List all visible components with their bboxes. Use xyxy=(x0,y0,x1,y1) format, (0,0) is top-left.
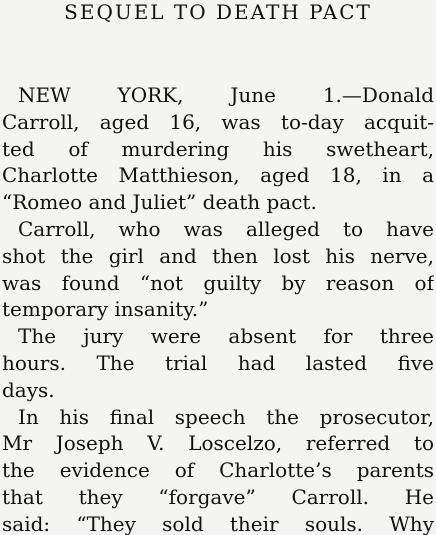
article-line: was found “not guilty by reason of xyxy=(2,270,434,295)
article-line: The jury were absent for three xyxy=(18,324,434,349)
article-line: Carroll, aged 16, was to-day acquit- xyxy=(2,109,434,134)
article-body xyxy=(2,82,434,535)
article-line: In his final speech the prosecutor, xyxy=(18,404,434,429)
article-line: days. xyxy=(2,377,55,402)
article-line: that they “forgave” Carroll. He xyxy=(2,484,434,509)
article-line: ted of murdering his swetheart, xyxy=(2,136,434,161)
article-line: the evidence of Charlotte’s parents xyxy=(2,458,434,483)
article-line: “Romeo and Juliet” death pact. xyxy=(2,190,317,215)
article-line: Charlotte Matthieson, aged 18, in a xyxy=(2,163,434,188)
article-line: temporary insanity.” xyxy=(2,297,209,322)
article-line: shot the girl and then lost his nerve, xyxy=(2,243,434,268)
article-line: hours. The trial had lasted five xyxy=(2,350,434,375)
article-line: NEW YORK, June 1.—Donald xyxy=(18,83,434,107)
article-line: said: “They sold their souls. Why xyxy=(2,511,434,535)
article-line: Mr Joseph V. Loscelzo, referred to xyxy=(2,431,434,456)
article-line: Carroll, who was alleged to have xyxy=(18,216,434,241)
article-headline: SEQUEL TO DEATH PACT xyxy=(64,0,372,24)
